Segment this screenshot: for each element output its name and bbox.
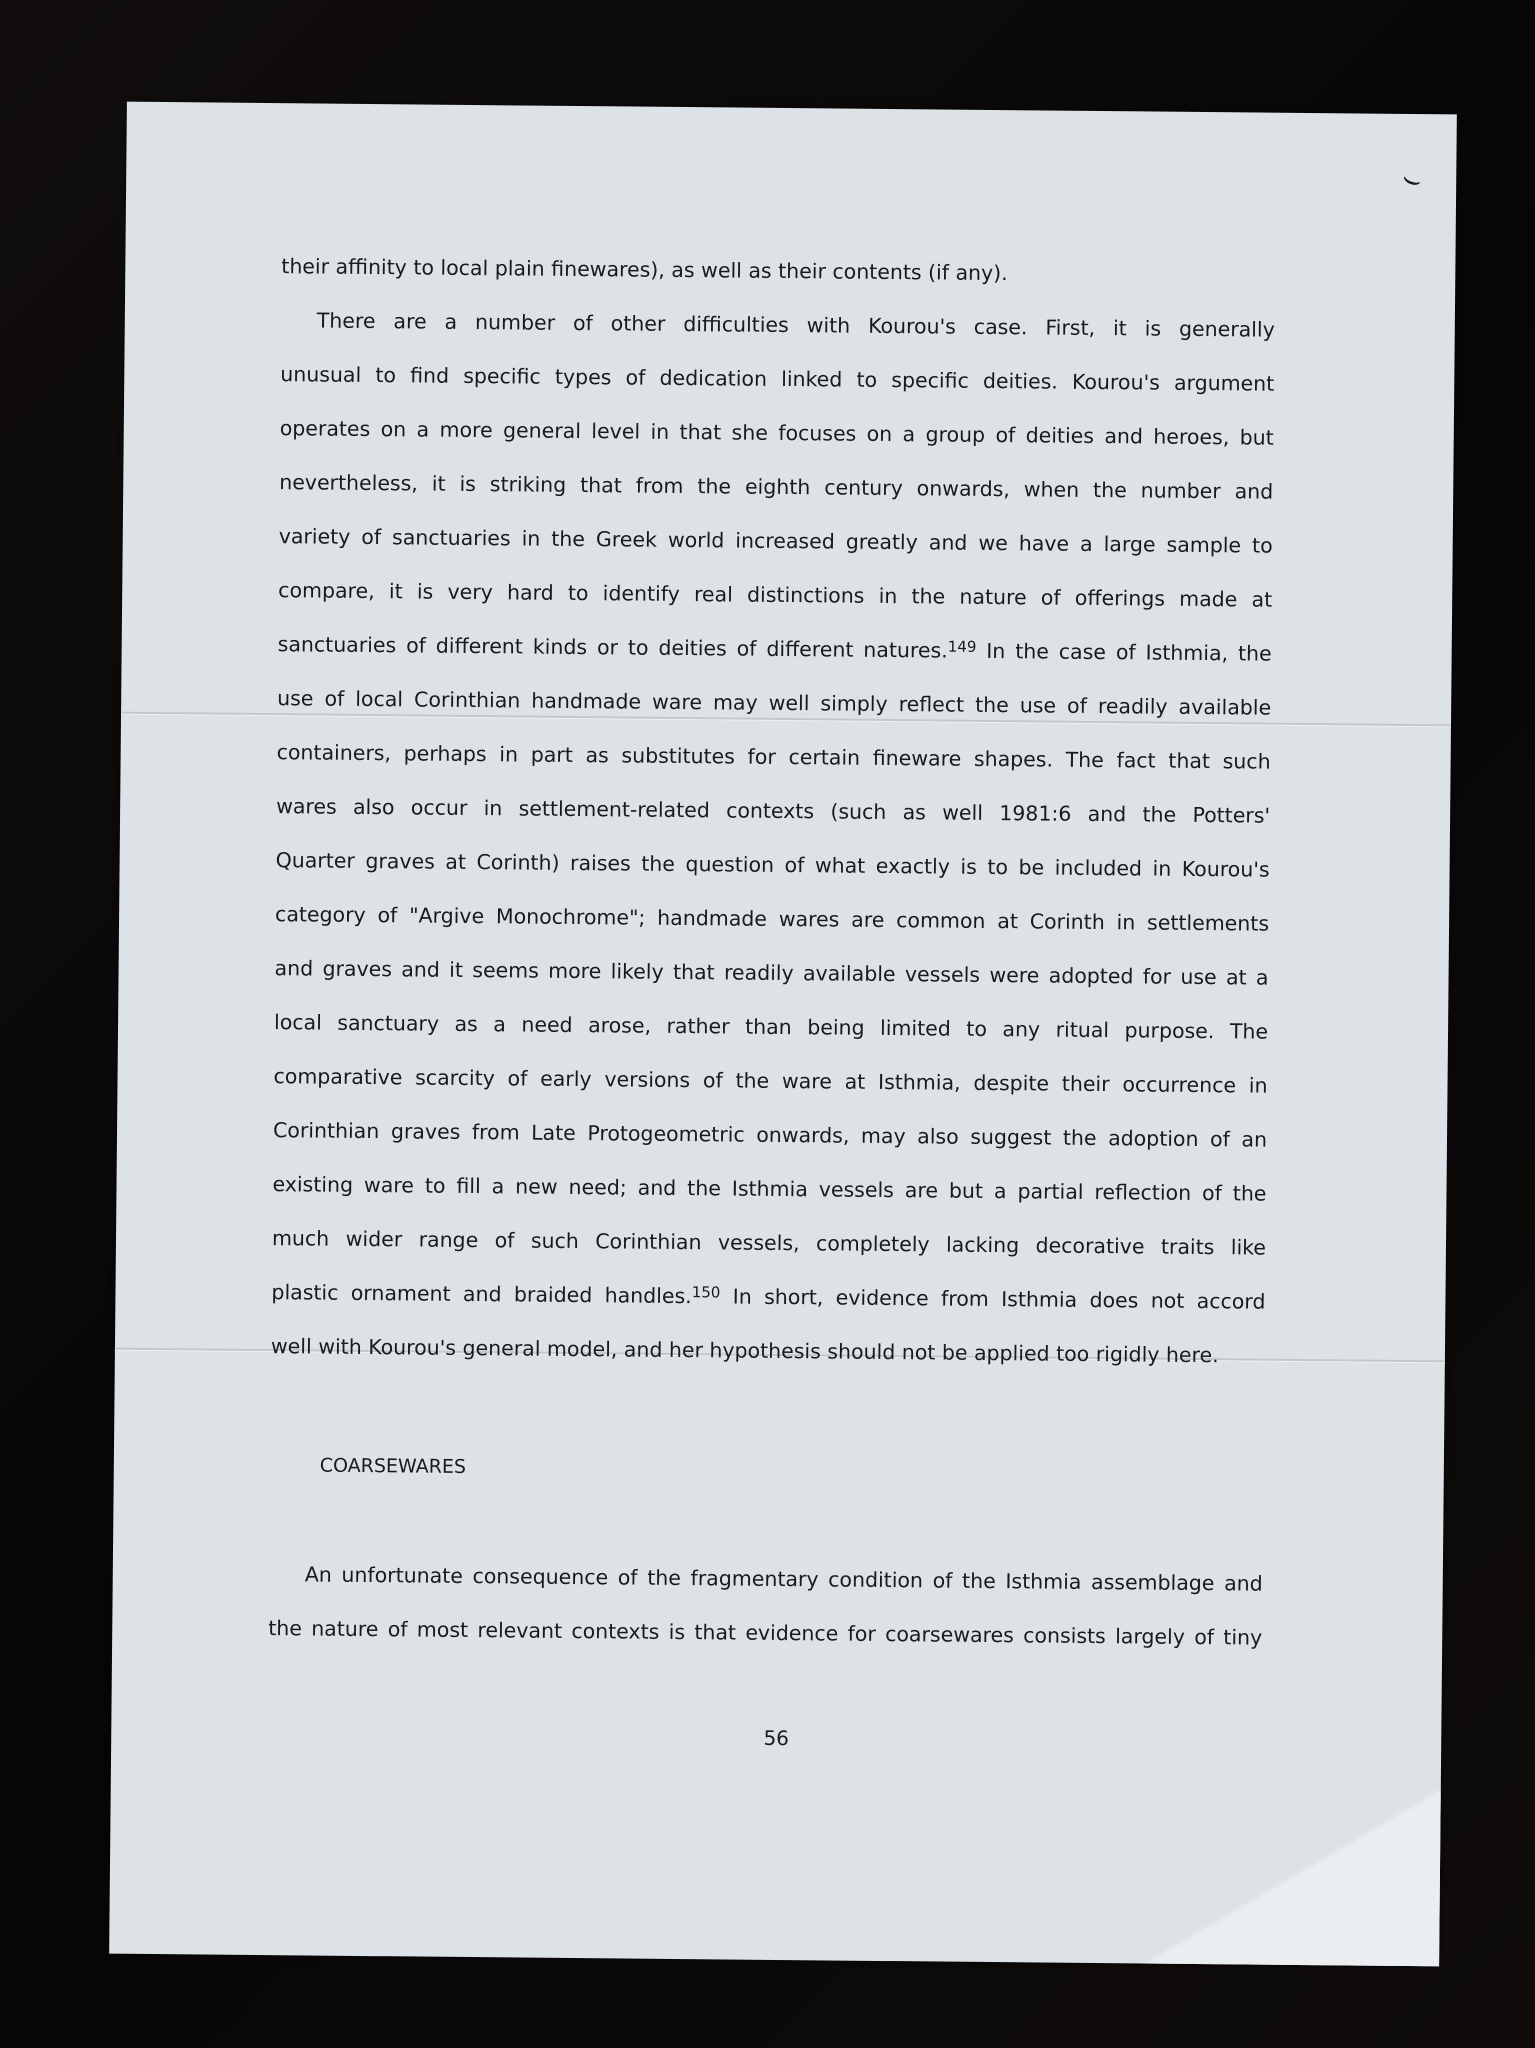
text-line: There are a number of other difficulties with Kourou's case. First, it is generally <box>316 308 1275 342</box>
text-line: Corinthian graves from Late Protogeometric onwards, may also suggest the adoption of an <box>272 1118 1268 1152</box>
text-line: containers, perhaps in part as substitutes for certain fineware shapes. The fact that such <box>276 740 1271 774</box>
text-line: and graves and it seems more likely that readily available vessels were adopted for use at a <box>274 956 1269 990</box>
paper-sheet <box>109 102 1457 1967</box>
text-segment: plastic ornament and braided handles. <box>271 1280 692 1309</box>
pen-mark-icon: ⌣ <box>1396 159 1428 200</box>
footnote-marker: 150 <box>691 1283 721 1302</box>
text-line: unusual to find specific types of dedication linked to specific deities. Kourou's argument <box>280 362 1275 396</box>
section-heading: COARSEWARES <box>319 1454 467 1478</box>
text-line: An unfortunate consequence of the fragmentary condition of the Isthmia assemblage and <box>304 1562 1263 1596</box>
text-line: Quarter graves at Corinth) raises the question of what exactly is to be included in Kourou's <box>275 848 1270 882</box>
text-line: variety of sanctuaries in the Greek world increased greatly and we have a large sample to <box>278 524 1273 558</box>
footnote-marker: 149 <box>947 637 977 656</box>
text-line: nevertheless, it is striking that from the eighth century onwards, when the number and <box>279 470 1274 504</box>
page-number: 56 <box>763 1725 790 1751</box>
text-line: category of "Argive Monochrome"; handmade wares are common at Corinth in settlements <box>275 902 1270 936</box>
text-line: comparative scarcity of early versions of the ware at Isthmia, despite their occurrence in <box>273 1064 1268 1098</box>
folded-corner <box>1139 1783 1441 1966</box>
text-line: compare, it is very hard to identify real distinctions in the nature of offerings made at <box>278 578 1273 612</box>
text-line: operates on a more general level in that she focuses on a group of deities and heroes, but <box>279 416 1274 450</box>
text-line <box>277 617 1271 681</box>
text-line <box>271 1265 1265 1329</box>
text-line: the nature of most relevant contexts is that evidence for coarsewares consists largely of tiny <box>268 1616 1263 1650</box>
text-line: wares also occur in settlement-related contexts (such as well 1981:6 and the Potters' <box>276 794 1271 828</box>
text-segment: sanctuaries of different kinds or to deities of different natures. <box>277 632 948 663</box>
text-line: local sanctuary as a need arose, rather than being limited to any ritual purpose. The <box>273 1010 1269 1044</box>
text-line: well with Kourou's general model, and her hypothesis should not be applied too rigidly here. <box>270 1334 1219 1368</box>
text-segment: In short, evidence from Isthmia does not accord <box>720 1284 1266 1314</box>
page-body <box>268 239 1276 1664</box>
text-line: much wider range of such Corinthian vessels, completely lacking decorative traits like <box>271 1226 1267 1260</box>
text-line: their affinity to local plain finewares), as well as their contents (if any). <box>281 254 1008 286</box>
text-segment: In the case of Isthmia, the <box>976 638 1272 666</box>
text-line: use of local Corinthian handmade ware may well simply reflect the use of readily available <box>277 686 1272 720</box>
text-line: existing ware to fill a new need; and the Isthmia vessels are but a partial reflection of the <box>272 1172 1267 1206</box>
